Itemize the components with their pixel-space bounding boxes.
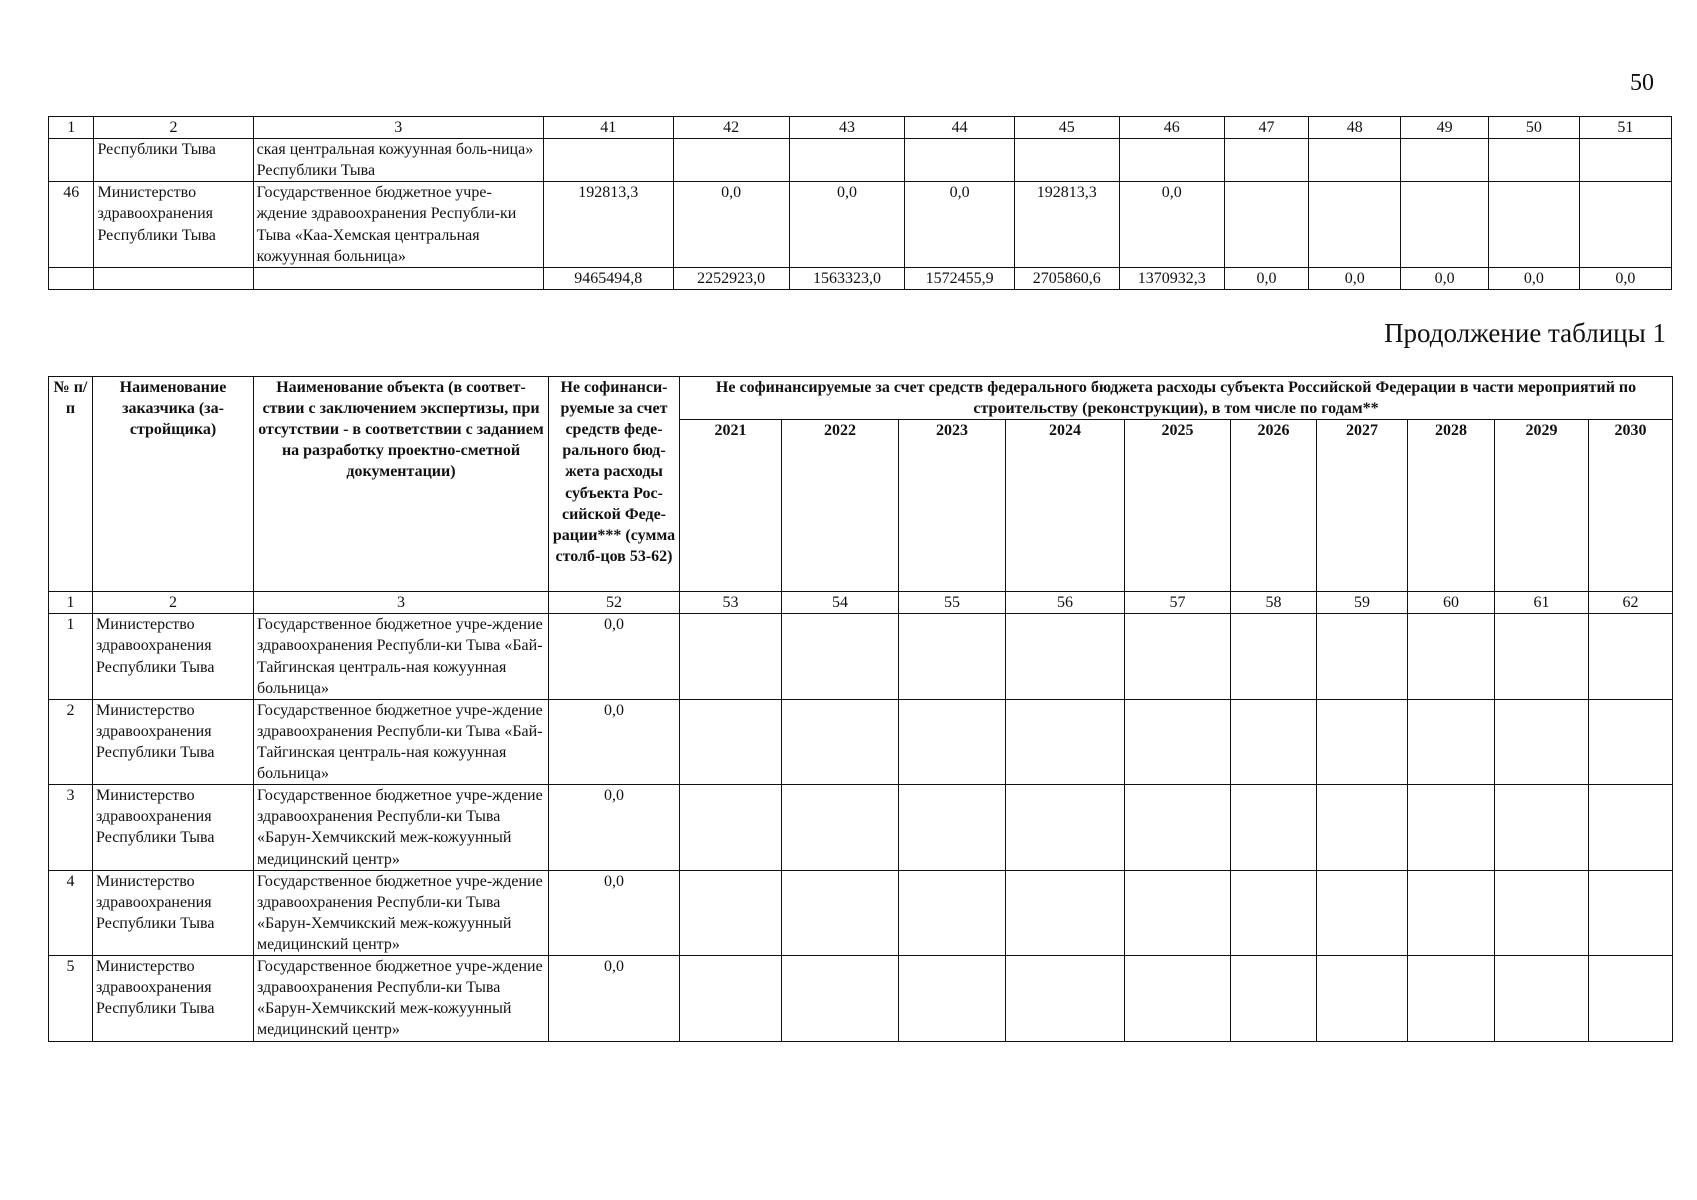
value-cell xyxy=(1579,182,1671,267)
empty-cell xyxy=(1495,614,1589,699)
col-number: 48 xyxy=(1309,117,1401,139)
empty-cell xyxy=(1589,699,1673,784)
empty-cell xyxy=(899,956,1006,1041)
table-row xyxy=(49,870,1673,955)
total-row xyxy=(49,267,1672,289)
empty-cell xyxy=(1408,870,1495,955)
empty-cell xyxy=(680,956,782,1041)
value-cell: 0,0 xyxy=(673,182,789,267)
object-name: Государственное бюджетное учре-ждение здравоохранения Республи-ки Тыва «Барун-Хемчикский меж-кожуунный медицинский центр» xyxy=(254,785,549,870)
customer-name: Министерство здравоохранения Республики Тыва xyxy=(94,182,253,267)
row-number: 4 xyxy=(49,870,93,955)
empty-cell xyxy=(1125,699,1231,784)
empty-cell xyxy=(1006,785,1125,870)
value-cell xyxy=(905,139,1014,182)
empty-cell xyxy=(1589,785,1673,870)
object-name: Государственное бюджетное учре-ждение здравоохранения Республи-ки Тыва «Каа-Хемская центральная кожуунная больница» xyxy=(253,182,543,267)
empty-cell xyxy=(1006,870,1125,955)
total-value: 0,0 xyxy=(1224,267,1308,289)
row-number: 1 xyxy=(49,614,93,699)
total-value: 1370932,3 xyxy=(1119,267,1224,289)
empty-cell xyxy=(1589,956,1673,1041)
col-number: 46 xyxy=(1119,117,1224,139)
header-row xyxy=(49,377,1673,420)
header-group: Не софинансируемые за счет средств федерального бюджета расходы субъекта Российской Федерации в части мероприятий по строительству (реконструкции), в том числе по годам** xyxy=(680,377,1673,420)
empty-cell xyxy=(1317,870,1408,955)
col-number: 2 xyxy=(94,117,253,139)
empty-cell xyxy=(1408,956,1495,1041)
value-cell xyxy=(789,139,905,182)
empty-cell xyxy=(1125,870,1231,955)
col-number: 55 xyxy=(899,592,1006,614)
row-number: 3 xyxy=(49,785,93,870)
header-year: 2022 xyxy=(782,420,899,592)
value-cell xyxy=(673,139,789,182)
customer-name: Республики Тыва xyxy=(94,139,253,182)
header-customer: Наименование заказчика (за-стройщика) xyxy=(93,377,254,592)
empty-cell xyxy=(1589,870,1673,955)
total-value: 0,0 xyxy=(1488,267,1579,289)
col-number: 44 xyxy=(905,117,1014,139)
empty-cell xyxy=(1317,614,1408,699)
value-cell: 0,0 xyxy=(1119,182,1224,267)
col-number: 56 xyxy=(1006,592,1125,614)
table-row xyxy=(49,139,1672,182)
col-number: 53 xyxy=(680,592,782,614)
empty-cell xyxy=(680,614,782,699)
empty-cell xyxy=(1125,956,1231,1041)
empty-cell xyxy=(1317,785,1408,870)
empty-cell xyxy=(1495,699,1589,784)
header-num: № п/п xyxy=(49,377,93,592)
page-number: 50 xyxy=(1630,70,1654,96)
customer-name: Министерство здравоохранения Республики Тыва xyxy=(93,870,254,955)
empty-cell xyxy=(94,267,253,289)
col-number: 57 xyxy=(1125,592,1231,614)
value-cell xyxy=(1119,139,1224,182)
empty-cell xyxy=(49,267,94,289)
empty-cell xyxy=(1231,785,1317,870)
empty-cell xyxy=(1495,956,1589,1041)
table-row xyxy=(49,956,1673,1041)
col-number: 42 xyxy=(673,117,789,139)
empty-cell xyxy=(1317,699,1408,784)
col-number: 49 xyxy=(1401,117,1489,139)
col-number: 1 xyxy=(49,592,93,614)
table-row xyxy=(49,699,1673,784)
value-cell: 0,0 xyxy=(549,956,680,1041)
empty-cell xyxy=(782,699,899,784)
header-year: 2025 xyxy=(1125,420,1231,592)
empty-cell xyxy=(1231,699,1317,784)
total-value: 1572455,9 xyxy=(905,267,1014,289)
empty-cell xyxy=(1125,785,1231,870)
value-cell xyxy=(1309,139,1401,182)
empty-cell xyxy=(899,614,1006,699)
col-number: 41 xyxy=(543,117,673,139)
header-year: 2029 xyxy=(1495,420,1589,592)
empty-cell xyxy=(1408,614,1495,699)
object-name: Государственное бюджетное учре-ждение здравоохранения Республи-ки Тыва «Барун-Хемчикский меж-кожуунный медицинский центр» xyxy=(254,956,549,1041)
value-cell xyxy=(1309,182,1401,267)
customer-name: Министерство здравоохранения Республики Тыва xyxy=(93,699,254,784)
table-row xyxy=(49,182,1672,267)
col-number: 45 xyxy=(1014,117,1119,139)
empty-cell xyxy=(1231,956,1317,1041)
empty-cell xyxy=(782,956,899,1041)
col-number: 59 xyxy=(1317,592,1408,614)
value-cell: 0,0 xyxy=(549,785,680,870)
empty-cell xyxy=(782,785,899,870)
value-cell xyxy=(1579,139,1671,182)
total-value: 0,0 xyxy=(1401,267,1489,289)
value-cell: 0,0 xyxy=(905,182,1014,267)
empty-cell xyxy=(680,870,782,955)
value-cell xyxy=(1401,182,1489,267)
row-number: 46 xyxy=(49,182,94,267)
empty-cell xyxy=(1231,870,1317,955)
empty-cell xyxy=(1317,956,1408,1041)
empty-cell xyxy=(899,785,1006,870)
header-non-cofinanced: Не софинанси-руемые за счет средств феде-рального бюд-жета расходы субъекта Рос-сийской Феде-рации*** (сумма столб-цов 53-62) xyxy=(549,377,680,592)
total-value: 1563323,0 xyxy=(789,267,905,289)
col-number: 58 xyxy=(1231,592,1317,614)
empty-cell xyxy=(1006,956,1125,1041)
empty-cell xyxy=(1408,785,1495,870)
col-number: 62 xyxy=(1589,592,1673,614)
value-cell xyxy=(1224,139,1308,182)
customer-name: Министерство здравоохранения Республики Тыва xyxy=(93,614,254,699)
value-cell xyxy=(1488,182,1579,267)
header-year: 2026 xyxy=(1231,420,1317,592)
object-name: Государственное бюджетное учре-ждение здравоохранения Республи-ки Тыва «Барун-Хемчикский меж-кожуунный медицинский центр» xyxy=(254,870,549,955)
value-cell xyxy=(1488,139,1579,182)
continuation-title: Продолжение таблицы 1 xyxy=(1384,318,1666,348)
empty-cell xyxy=(1231,614,1317,699)
col-number: 51 xyxy=(1579,117,1671,139)
empty-cell xyxy=(782,870,899,955)
value-cell xyxy=(1401,139,1489,182)
row-number: 5 xyxy=(49,956,93,1041)
header-year: 2027 xyxy=(1317,420,1408,592)
value-cell: 192813,3 xyxy=(1014,182,1119,267)
customer-name: Министерство здравоохранения Республики Тыва xyxy=(93,956,254,1041)
col-number: 60 xyxy=(1408,592,1495,614)
header-year: 2028 xyxy=(1408,420,1495,592)
header-object: Наименование объекта (в соответ-ствии с заключением экспертизы, при отсутствии - в соответствии с заданием на разработку проектно-сметной документации) xyxy=(254,377,549,592)
header-year: 2024 xyxy=(1006,420,1125,592)
header-year: 2023 xyxy=(899,420,1006,592)
value-cell: 192813,3 xyxy=(543,182,673,267)
empty-cell xyxy=(680,785,782,870)
empty-cell xyxy=(1408,699,1495,784)
empty-cell xyxy=(1495,785,1589,870)
total-value: 9465494,8 xyxy=(543,267,673,289)
header-year: 2030 xyxy=(1589,420,1673,592)
col-number: 47 xyxy=(1224,117,1308,139)
object-name: Государственное бюджетное учре-ждение здравоохранения Республи-ки Тыва «Бай-Тайгинская централь-ная кожуунная больница» xyxy=(254,699,549,784)
table-row xyxy=(49,785,1673,870)
table-row xyxy=(49,614,1673,699)
total-value: 0,0 xyxy=(1309,267,1401,289)
empty-cell xyxy=(782,614,899,699)
budget-table-bottom xyxy=(48,376,1673,1042)
header-year: 2021 xyxy=(680,420,782,592)
col-number: 54 xyxy=(782,592,899,614)
value-cell: 0,0 xyxy=(789,182,905,267)
col-number: 1 xyxy=(49,117,94,139)
value-cell xyxy=(543,139,673,182)
value-cell: 0,0 xyxy=(549,699,680,784)
empty-cell xyxy=(899,699,1006,784)
object-name: Государственное бюджетное учре-ждение здравоохранения Республи-ки Тыва «Бай-Тайгинская централь-ная кожуунная больница» xyxy=(254,614,549,699)
row-number xyxy=(49,139,94,182)
total-value: 2252923,0 xyxy=(673,267,789,289)
empty-cell xyxy=(1125,614,1231,699)
customer-name: Министерство здравоохранения Республики Тыва xyxy=(93,785,254,870)
col-number: 52 xyxy=(549,592,680,614)
empty-cell xyxy=(1589,614,1673,699)
column-number-row xyxy=(49,592,1673,614)
value-cell: 0,0 xyxy=(549,614,680,699)
col-number: 50 xyxy=(1488,117,1579,139)
total-value: 2705860,6 xyxy=(1014,267,1119,289)
empty-cell xyxy=(680,699,782,784)
col-number: 3 xyxy=(254,592,549,614)
value-cell xyxy=(1014,139,1119,182)
empty-cell xyxy=(1006,699,1125,784)
empty-cell xyxy=(253,267,543,289)
value-cell: 0,0 xyxy=(549,870,680,955)
row-number: 2 xyxy=(49,699,93,784)
col-number: 3 xyxy=(253,117,543,139)
total-value: 0,0 xyxy=(1579,267,1671,289)
col-number: 61 xyxy=(1495,592,1589,614)
col-number: 2 xyxy=(93,592,254,614)
col-number: 43 xyxy=(789,117,905,139)
empty-cell xyxy=(899,870,1006,955)
object-name: ская центральная кожуунная боль-ница» Республики Тыва xyxy=(253,139,543,182)
empty-cell xyxy=(1006,614,1125,699)
budget-table-top xyxy=(48,116,1672,290)
empty-cell xyxy=(1495,870,1589,955)
value-cell xyxy=(1224,182,1308,267)
column-number-row xyxy=(49,117,1672,139)
